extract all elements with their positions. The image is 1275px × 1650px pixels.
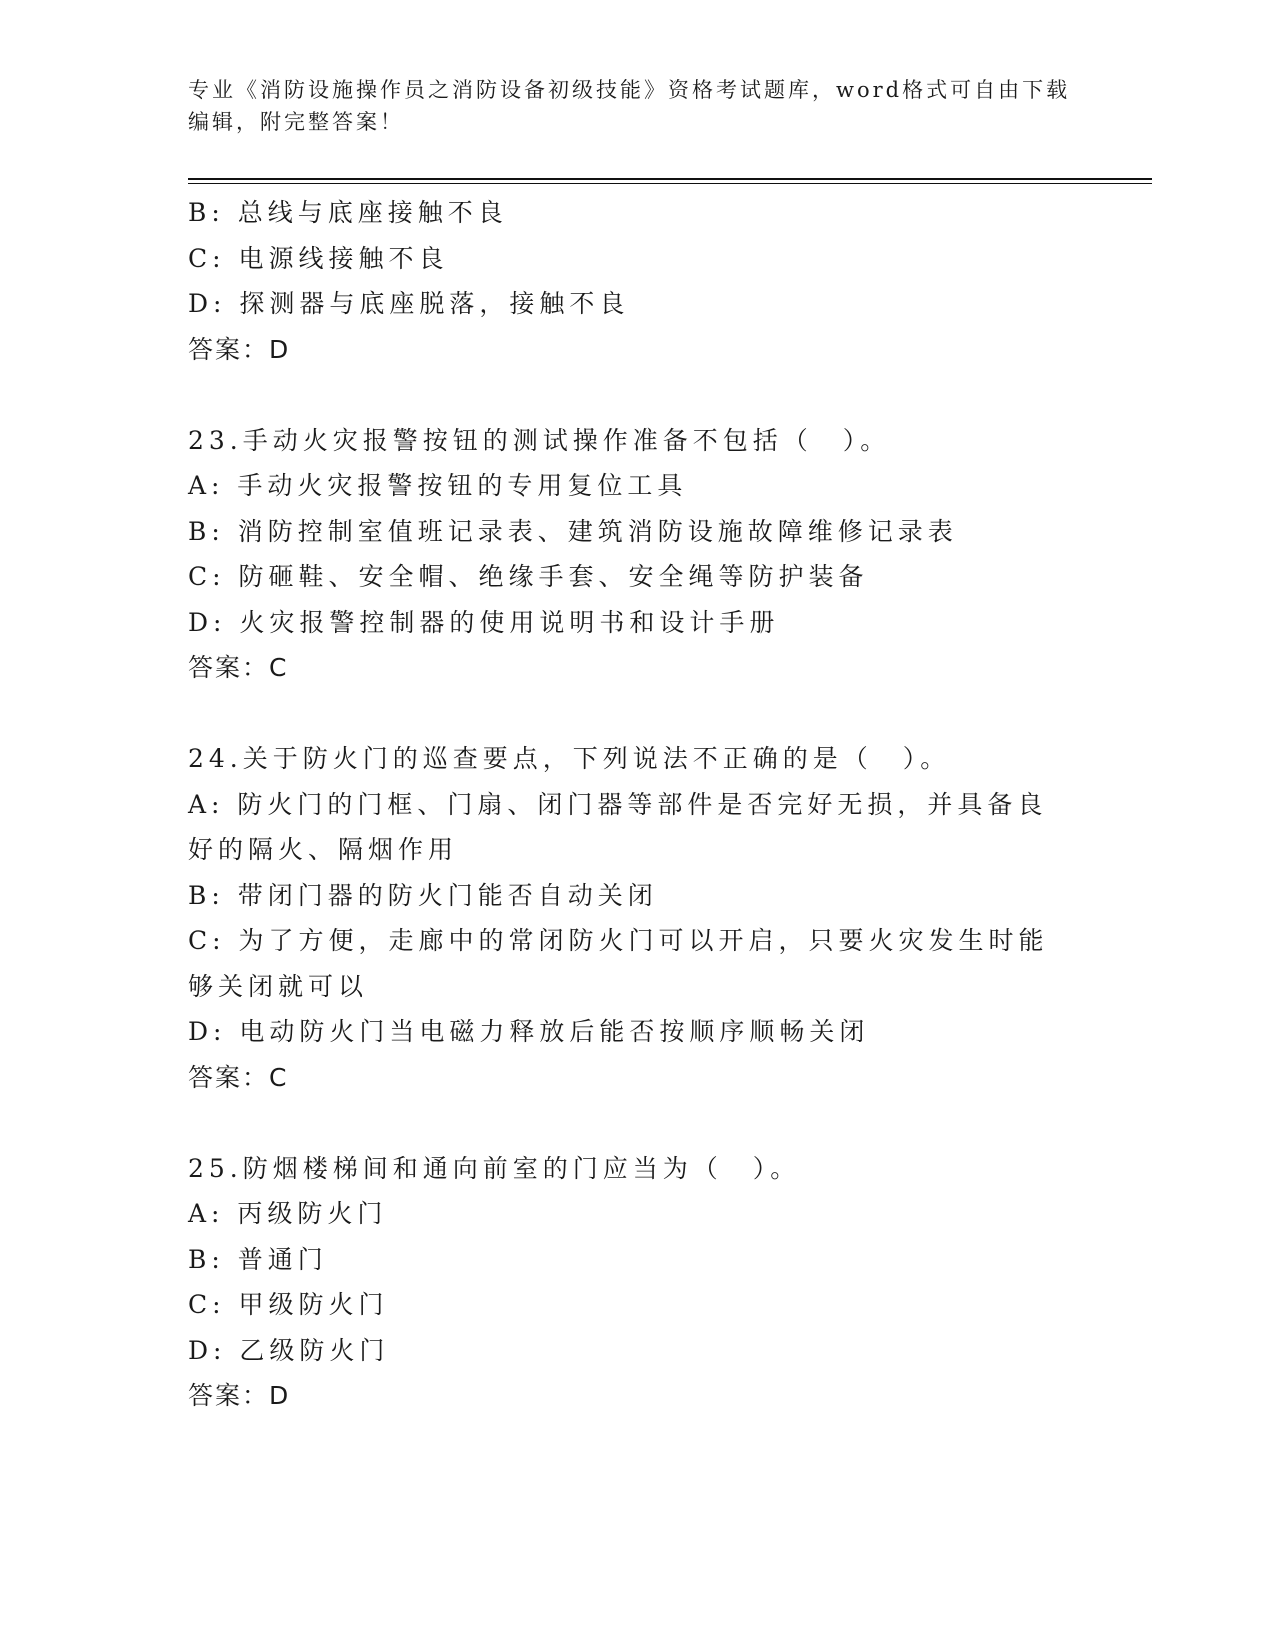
option-b: B: 消防控制室值班记录表、建筑消防设施故障维修记录表 — [188, 516, 958, 546]
document-header: 专业《消防设施操作员之消防设备初级技能》资格考试题库，word格式可自由下载编辑，附完整答案！ — [188, 78, 1071, 134]
question-24-block — [188, 736, 1088, 1100]
question-stem: 23.手动火灾报警按钮的测试操作准备不包括（ ）。 — [188, 425, 891, 455]
question-23-block — [188, 418, 1088, 691]
option-a: A: 丙级防火门 — [188, 1199, 388, 1228]
option-b: B: 总线与底座接触不良 — [188, 198, 508, 227]
block-gap — [188, 691, 1088, 737]
option-c: C: 电源线接触不良 — [188, 243, 449, 273]
question-stem: 24.关于防火门的巡查要点，下列说法不正确的是（ ）。 — [188, 744, 951, 773]
partial-question-block — [188, 190, 1088, 372]
answer-line: 答案：C — [188, 653, 289, 682]
option-b: B: 普通门 — [188, 1244, 328, 1274]
option-c: C: 为了方便，走廊中的常闭防火门可以开启，只要火灾发生时能够关闭就可以 — [188, 926, 1049, 1001]
question-stem: 25.防烟楼梯间和通向前室的门应当为（ ）。 — [188, 1153, 801, 1183]
option-d: D: 乙级防火门 — [188, 1335, 390, 1365]
option-c: C: 防砸鞋、安全帽、绝缘手套、安全绳等防护装备 — [188, 562, 869, 591]
option-c: C: 甲级防火门 — [188, 1290, 389, 1319]
question-content — [188, 190, 1088, 1419]
option-a: A: 手动火灾报警按钮的专用复位工具 — [188, 471, 688, 500]
option-d: D: 火灾报警控制器的使用说明书和设计手册 — [188, 607, 780, 637]
answer-line: 答案：C — [188, 1062, 289, 1092]
block-gap — [188, 372, 1088, 418]
answer-line: 答案：D — [188, 334, 291, 364]
option-a: A: 防火门的门框、门扇、闭门器等部件是否完好无损，并具备良好的隔火、隔烟作用 — [188, 789, 1048, 864]
answer-line: 答案：D — [188, 1381, 291, 1410]
block-gap — [188, 1100, 1088, 1146]
option-d: D: 探测器与底座脱落，接触不良 — [188, 289, 630, 318]
option-d: D: 电动防火门当电磁力释放后能否按顺序顺畅关闭 — [188, 1017, 870, 1046]
option-b: B: 带闭门器的防火门能否自动关闭 — [188, 880, 658, 910]
header-rule-thick — [188, 178, 1152, 180]
header-rule-thin — [188, 183, 1152, 184]
question-25-block — [188, 1146, 1088, 1419]
